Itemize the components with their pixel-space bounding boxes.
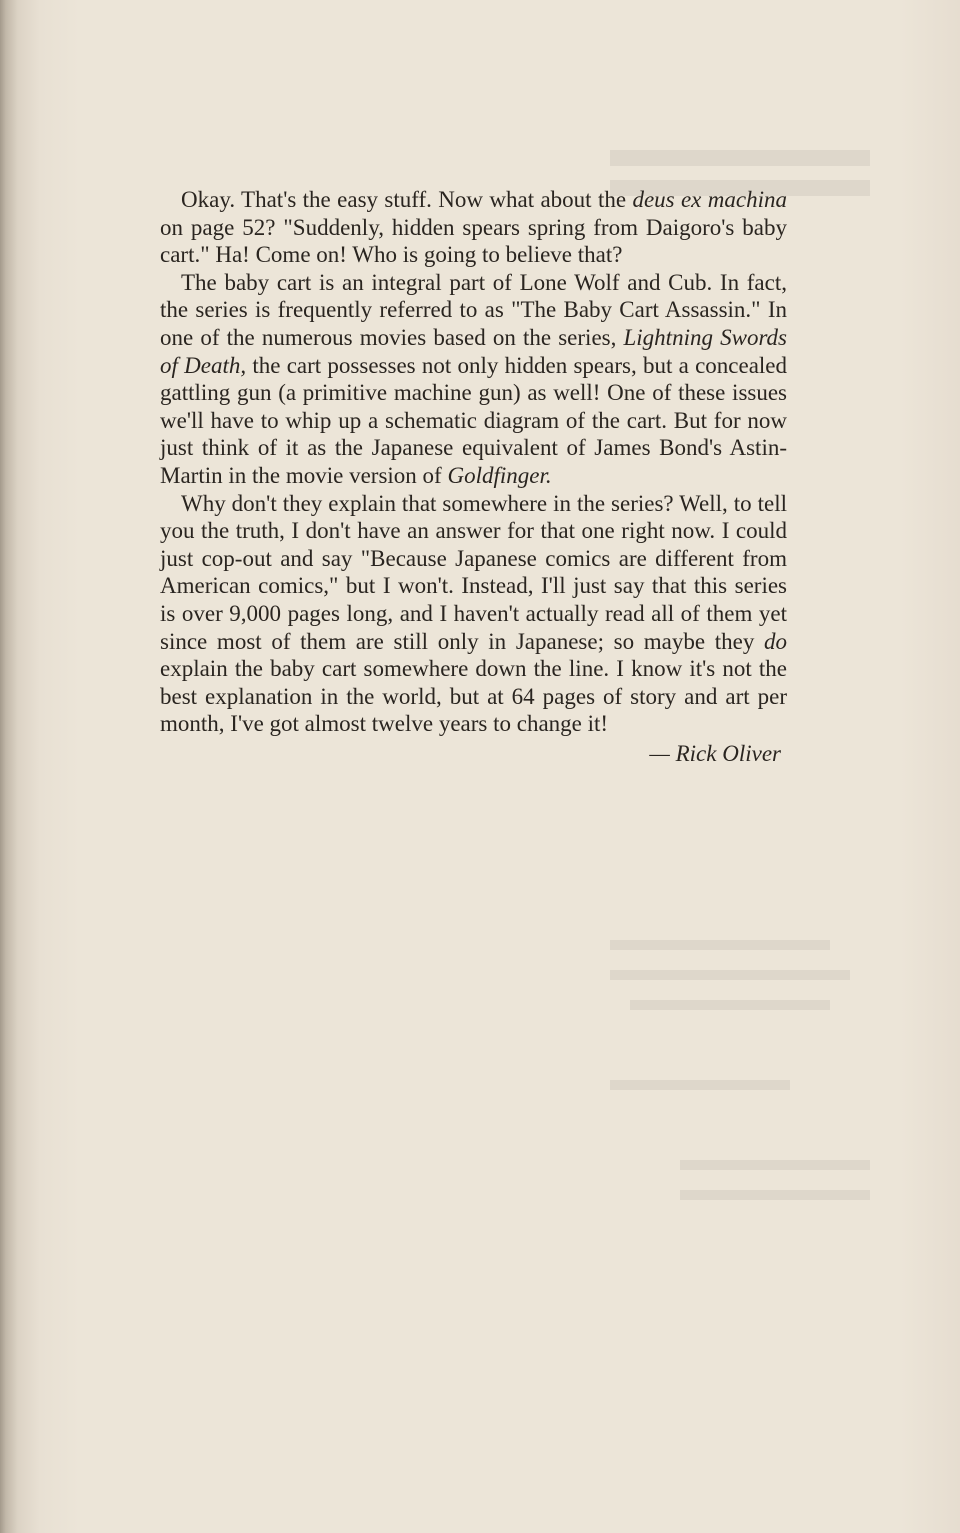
text-run: Okay. That's the easy stuff. Now what about the (181, 187, 633, 212)
author-signature: — Rick Oliver (649, 740, 781, 766)
italic-text-run: Goldfinger. (447, 462, 552, 488)
text-run: on page 52? "Suddenly, hidden spears spring from Daigoro's baby cart." Ha! Come on! Who is going to believe that? (160, 214, 787, 268)
paragraph-1 (160, 186, 787, 269)
italic-text-run: deus ex machina (632, 187, 787, 212)
paragraph-2 (160, 269, 787, 490)
text-run: Why don't they explain that somewhere in the series? Well, to tell you the truth, I don't have an answer for that one right now. I could just cop-out and say "Because Japanese comics are different from American comics," but I won't. Instead, I'll just say that this series is over 9,000 pages long, and I haven't actually read all of them yet since most of them are still only in Japanese; so maybe they (160, 490, 787, 654)
italic-text-run: do (764, 628, 787, 654)
article-body (160, 186, 787, 767)
text-run: explain the baby cart somewhere down the line. I know it's not the best explanation in the world, but at 64 pages of story and art per month, I've got almost twelve years to change it! (160, 656, 787, 737)
text-run: the cart possesses not only hidden spears, but a concealed gattling gun (a primitive machine gun) as well! One of these issues we'll have to whip up a schematic diagram of the cart. But for now just think of it as the Japanese equivalent of James Bond's Astin-Martin in the movie version of (160, 352, 787, 488)
paragraph-3 (160, 490, 787, 738)
text-run: The baby cart is an integral part of Lone Wolf and Cub. In fact, the series is frequently referred to as "The Baby Cart Assassin." In one of the numerous movies based on the series, (160, 269, 787, 350)
italic-text-run: Lightning Swords of Death, (160, 324, 787, 378)
